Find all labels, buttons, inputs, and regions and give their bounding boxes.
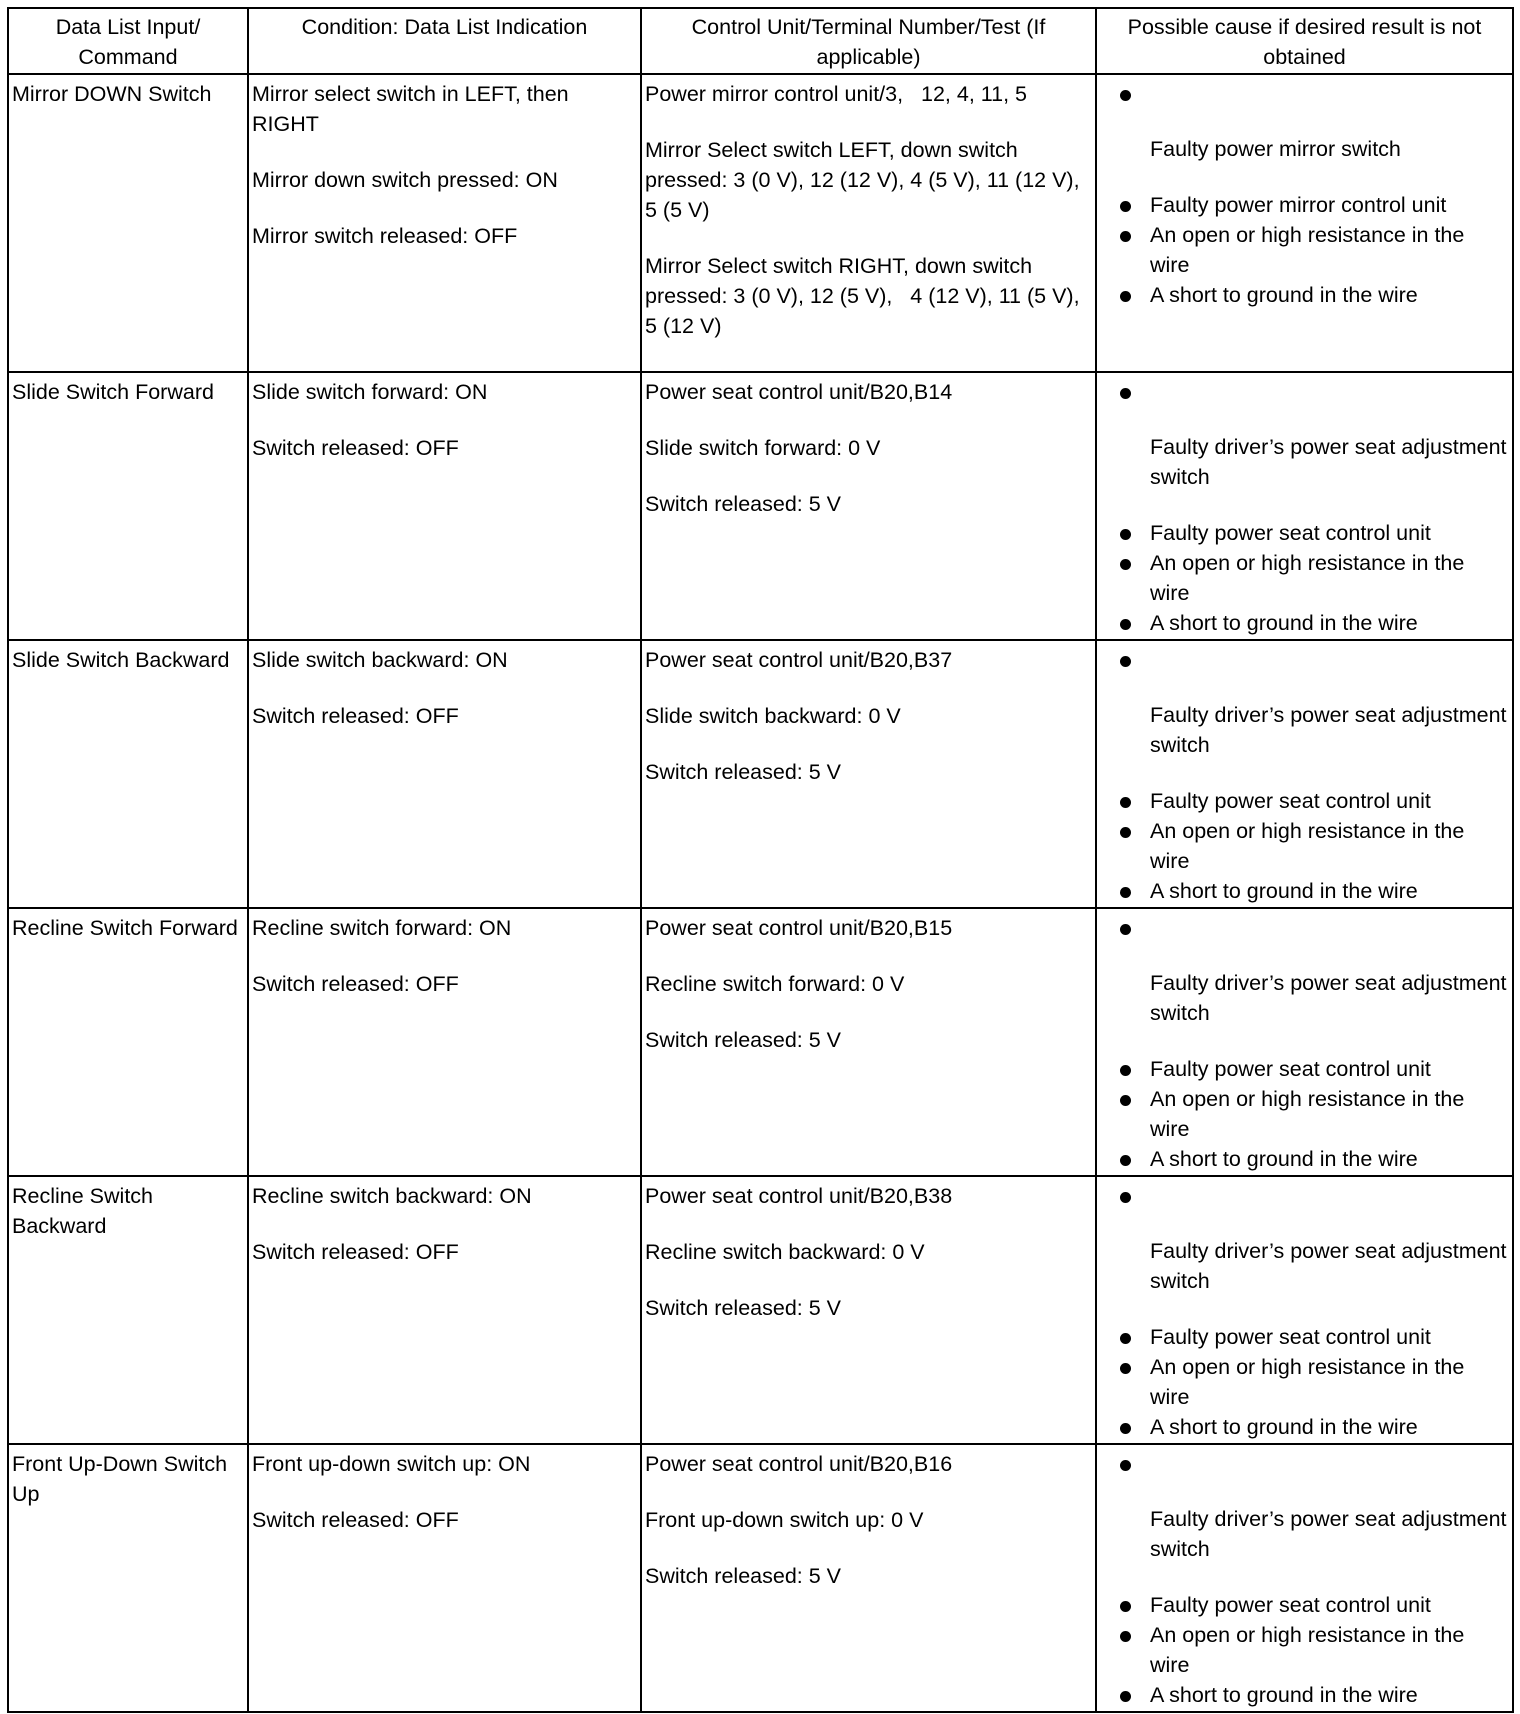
table-row [8,908,1513,1176]
condition-text: Switch released: OFF [252,436,459,460]
condition-cell [248,1444,641,1712]
command-cell [8,1176,248,1444]
test-text: Front up-down switch up: 0 V [645,1508,924,1532]
cause-item [1100,816,1509,876]
bullet-icon [1120,1601,1131,1612]
cause-item [1100,1322,1509,1352]
cause-list [1100,377,1509,638]
condition-text: Mirror switch released: OFF [252,224,518,248]
header-command: Data List Input/ Command [8,8,248,74]
condition-text: Mirror select switch in LEFT, then RIGHT [252,82,569,136]
cause-text: An open or high resistance in the wire [1150,551,1465,605]
cause-item [1100,1144,1509,1174]
bullet-icon [1120,1095,1131,1106]
command-text: Recline Switch Forward [12,916,238,940]
header-possible-cause: Possible cause if desired result is not obtained [1096,8,1513,74]
condition-text: Front up-down switch up: ON [252,1452,531,1476]
command-text: Slide Switch Backward [12,648,230,672]
test-cell [641,74,1096,372]
condition-text: Switch released: OFF [252,1508,459,1532]
table-row [8,640,1513,908]
table-row [8,372,1513,640]
cause-cell [1096,74,1513,372]
bullet-icon [1120,291,1131,302]
cause-cell [1096,1444,1513,1712]
test-cell [641,1444,1096,1712]
bullet-icon [1120,827,1131,838]
cause-item [1100,1084,1509,1144]
bullet-icon [1120,1691,1131,1702]
cause-bullet-item [1100,913,1509,943]
cause-list [1100,913,1509,1174]
bullet-icon [1120,797,1131,808]
cause-item [1100,190,1509,220]
table-body [8,74,1513,1712]
cause-item [1100,518,1509,548]
cause-item [1100,1412,1509,1442]
test-cell [641,640,1096,908]
cause-list [1100,645,1509,906]
cause-text: Faulty power seat control unit [1150,521,1431,545]
test-text: Recline switch backward: 0 V [645,1240,925,1264]
cause-text: Faulty driver’s power seat adjustment switch [1150,1507,1507,1561]
cause-text: Faulty power seat control unit [1150,1325,1431,1349]
command-text: Front Up-Down Switch Up [12,1452,228,1506]
bullet-icon [1120,924,1131,935]
command-cell [8,74,248,372]
bullet-icon [1120,529,1131,540]
header-test: Control Unit/Terminal Number/Test (If applicable) [641,8,1096,74]
test-text: Mirror Select switch RIGHT, down switch pressed: 3 (0 V), 12 (5 V), 4 (12 V), 11 (5 V), 5 (12 V) [645,254,1080,338]
condition-text: Switch released: OFF [252,972,459,996]
diagnostic-data-list-table [7,7,1514,1713]
command-cell [8,640,248,908]
header-condition: Condition: Data List Indication [248,8,641,74]
cause-item [1100,1590,1509,1620]
table-row [8,1444,1513,1712]
bullet-icon [1120,887,1131,898]
cause-bullet-item [1100,79,1509,109]
command-cell [8,908,248,1176]
cause-item [1100,1054,1509,1084]
test-text: Power seat control unit/B20,B14 [645,380,953,404]
cause-bullet-item [1100,1449,1509,1479]
test-text: Mirror Select switch LEFT, down switch pressed: 3 (0 V), 12 (12 V), 4 (5 V), 11 (12 V), 5 (5 V) [645,138,1080,222]
bullet-icon [1120,90,1131,101]
cause-bullet-item [1100,1181,1509,1211]
cause-text: A short to ground in the wire [1150,611,1418,635]
condition-text: Slide switch forward: ON [252,380,488,404]
bullet-icon [1120,201,1131,212]
cause-text: Faulty driver’s power seat adjustment switch [1150,971,1507,1025]
cause-text: Faulty driver’s power seat adjustment switch [1150,703,1507,757]
test-text: Recline switch forward: 0 V [645,972,905,996]
cause-text: Faulty driver’s power seat adjustment switch [1150,435,1507,489]
command-cell [8,1444,248,1712]
cause-text: Faulty driver’s power seat adjustment switch [1150,1239,1507,1293]
test-text: Power seat control unit/B20,B15 [645,916,953,940]
test-text: Power seat control unit/B20,B38 [645,1184,953,1208]
test-text: Switch released: 5 V [645,1028,841,1052]
condition-text: Recline switch forward: ON [252,916,512,940]
condition-text: Mirror down switch pressed: ON [252,168,558,192]
cause-text: A short to ground in the wire [1150,1147,1418,1171]
cause-cell [1096,1176,1513,1444]
table-row [8,1176,1513,1444]
bullet-icon [1120,1155,1131,1166]
bullet-icon [1120,559,1131,570]
cause-list [1100,79,1509,310]
table-header-row [8,8,1513,74]
table-row [8,74,1513,372]
cause-item [1100,1680,1509,1710]
cause-text: An open or high resistance in the wire [1150,1087,1465,1141]
cause-item [1100,608,1509,638]
test-text: Power seat control unit/B20,B16 [645,1452,953,1476]
bullet-icon [1120,656,1131,667]
condition-cell [248,372,641,640]
bullet-icon [1120,1423,1131,1434]
cause-text: An open or high resistance in the wire [1150,1355,1465,1409]
cause-text: A short to ground in the wire [1150,879,1418,903]
cause-text: An open or high resistance in the wire [1150,223,1465,277]
test-text: Switch released: 5 V [645,1564,841,1588]
cause-cell [1096,640,1513,908]
test-cell [641,372,1096,640]
test-text: Switch released: 5 V [645,492,841,516]
cause-text: Faulty power mirror control unit [1150,193,1447,217]
command-cell [8,372,248,640]
test-text: Switch released: 5 V [645,760,841,784]
condition-text: Switch released: OFF [252,704,459,728]
test-text: Switch released: 5 V [645,1296,841,1320]
cause-bullet-item [1100,377,1509,407]
cause-item [1100,786,1509,816]
condition-text: Switch released: OFF [252,1240,459,1264]
condition-text: Recline switch backward: ON [252,1184,532,1208]
cause-text: Faulty power seat control unit [1150,789,1431,813]
bullet-icon [1120,1192,1131,1203]
cause-text: An open or high resistance in the wire [1150,819,1465,873]
cause-item [1100,1620,1509,1680]
cause-item [1100,548,1509,608]
bullet-icon [1120,1333,1131,1344]
cause-text: A short to ground in the wire [1150,1683,1418,1707]
condition-cell [248,1176,641,1444]
cause-text: Faulty power seat control unit [1150,1593,1431,1617]
cause-item [1100,876,1509,906]
bullet-icon [1120,1363,1131,1374]
test-text: Power mirror control unit/3, 12, 4, 11, 5 [645,82,1027,106]
cause-text: A short to ground in the wire [1150,1415,1418,1439]
bullet-icon [1120,388,1131,399]
cause-bullet-item [1100,645,1509,675]
test-text: Slide switch backward: 0 V [645,704,901,728]
cause-item [1100,220,1509,280]
test-text: Slide switch forward: 0 V [645,436,881,460]
cause-cell [1096,908,1513,1176]
bullet-icon [1120,1065,1131,1076]
cause-item [1100,280,1509,310]
cause-item [1100,1352,1509,1412]
command-text: Mirror DOWN Switch [12,82,212,106]
condition-cell [248,640,641,908]
cause-list [1100,1449,1509,1710]
cause-text: An open or high resistance in the wire [1150,1623,1465,1677]
cause-text: Faulty power seat control unit [1150,1057,1431,1081]
bullet-icon [1120,1631,1131,1642]
cause-text: Faulty power mirror switch [1150,137,1401,161]
test-cell [641,908,1096,1176]
bullet-icon [1120,1460,1131,1471]
test-cell [641,1176,1096,1444]
condition-text: Slide switch backward: ON [252,648,508,672]
cause-text: A short to ground in the wire [1150,283,1418,307]
bullet-icon [1120,231,1131,242]
command-text: Recline Switch Backward [12,1184,153,1238]
cause-cell [1096,372,1513,640]
condition-cell [248,74,641,372]
test-text: Power seat control unit/B20,B37 [645,648,953,672]
cause-list [1100,1181,1509,1442]
command-text: Slide Switch Forward [12,380,214,404]
condition-cell [248,908,641,1176]
bullet-icon [1120,619,1131,630]
